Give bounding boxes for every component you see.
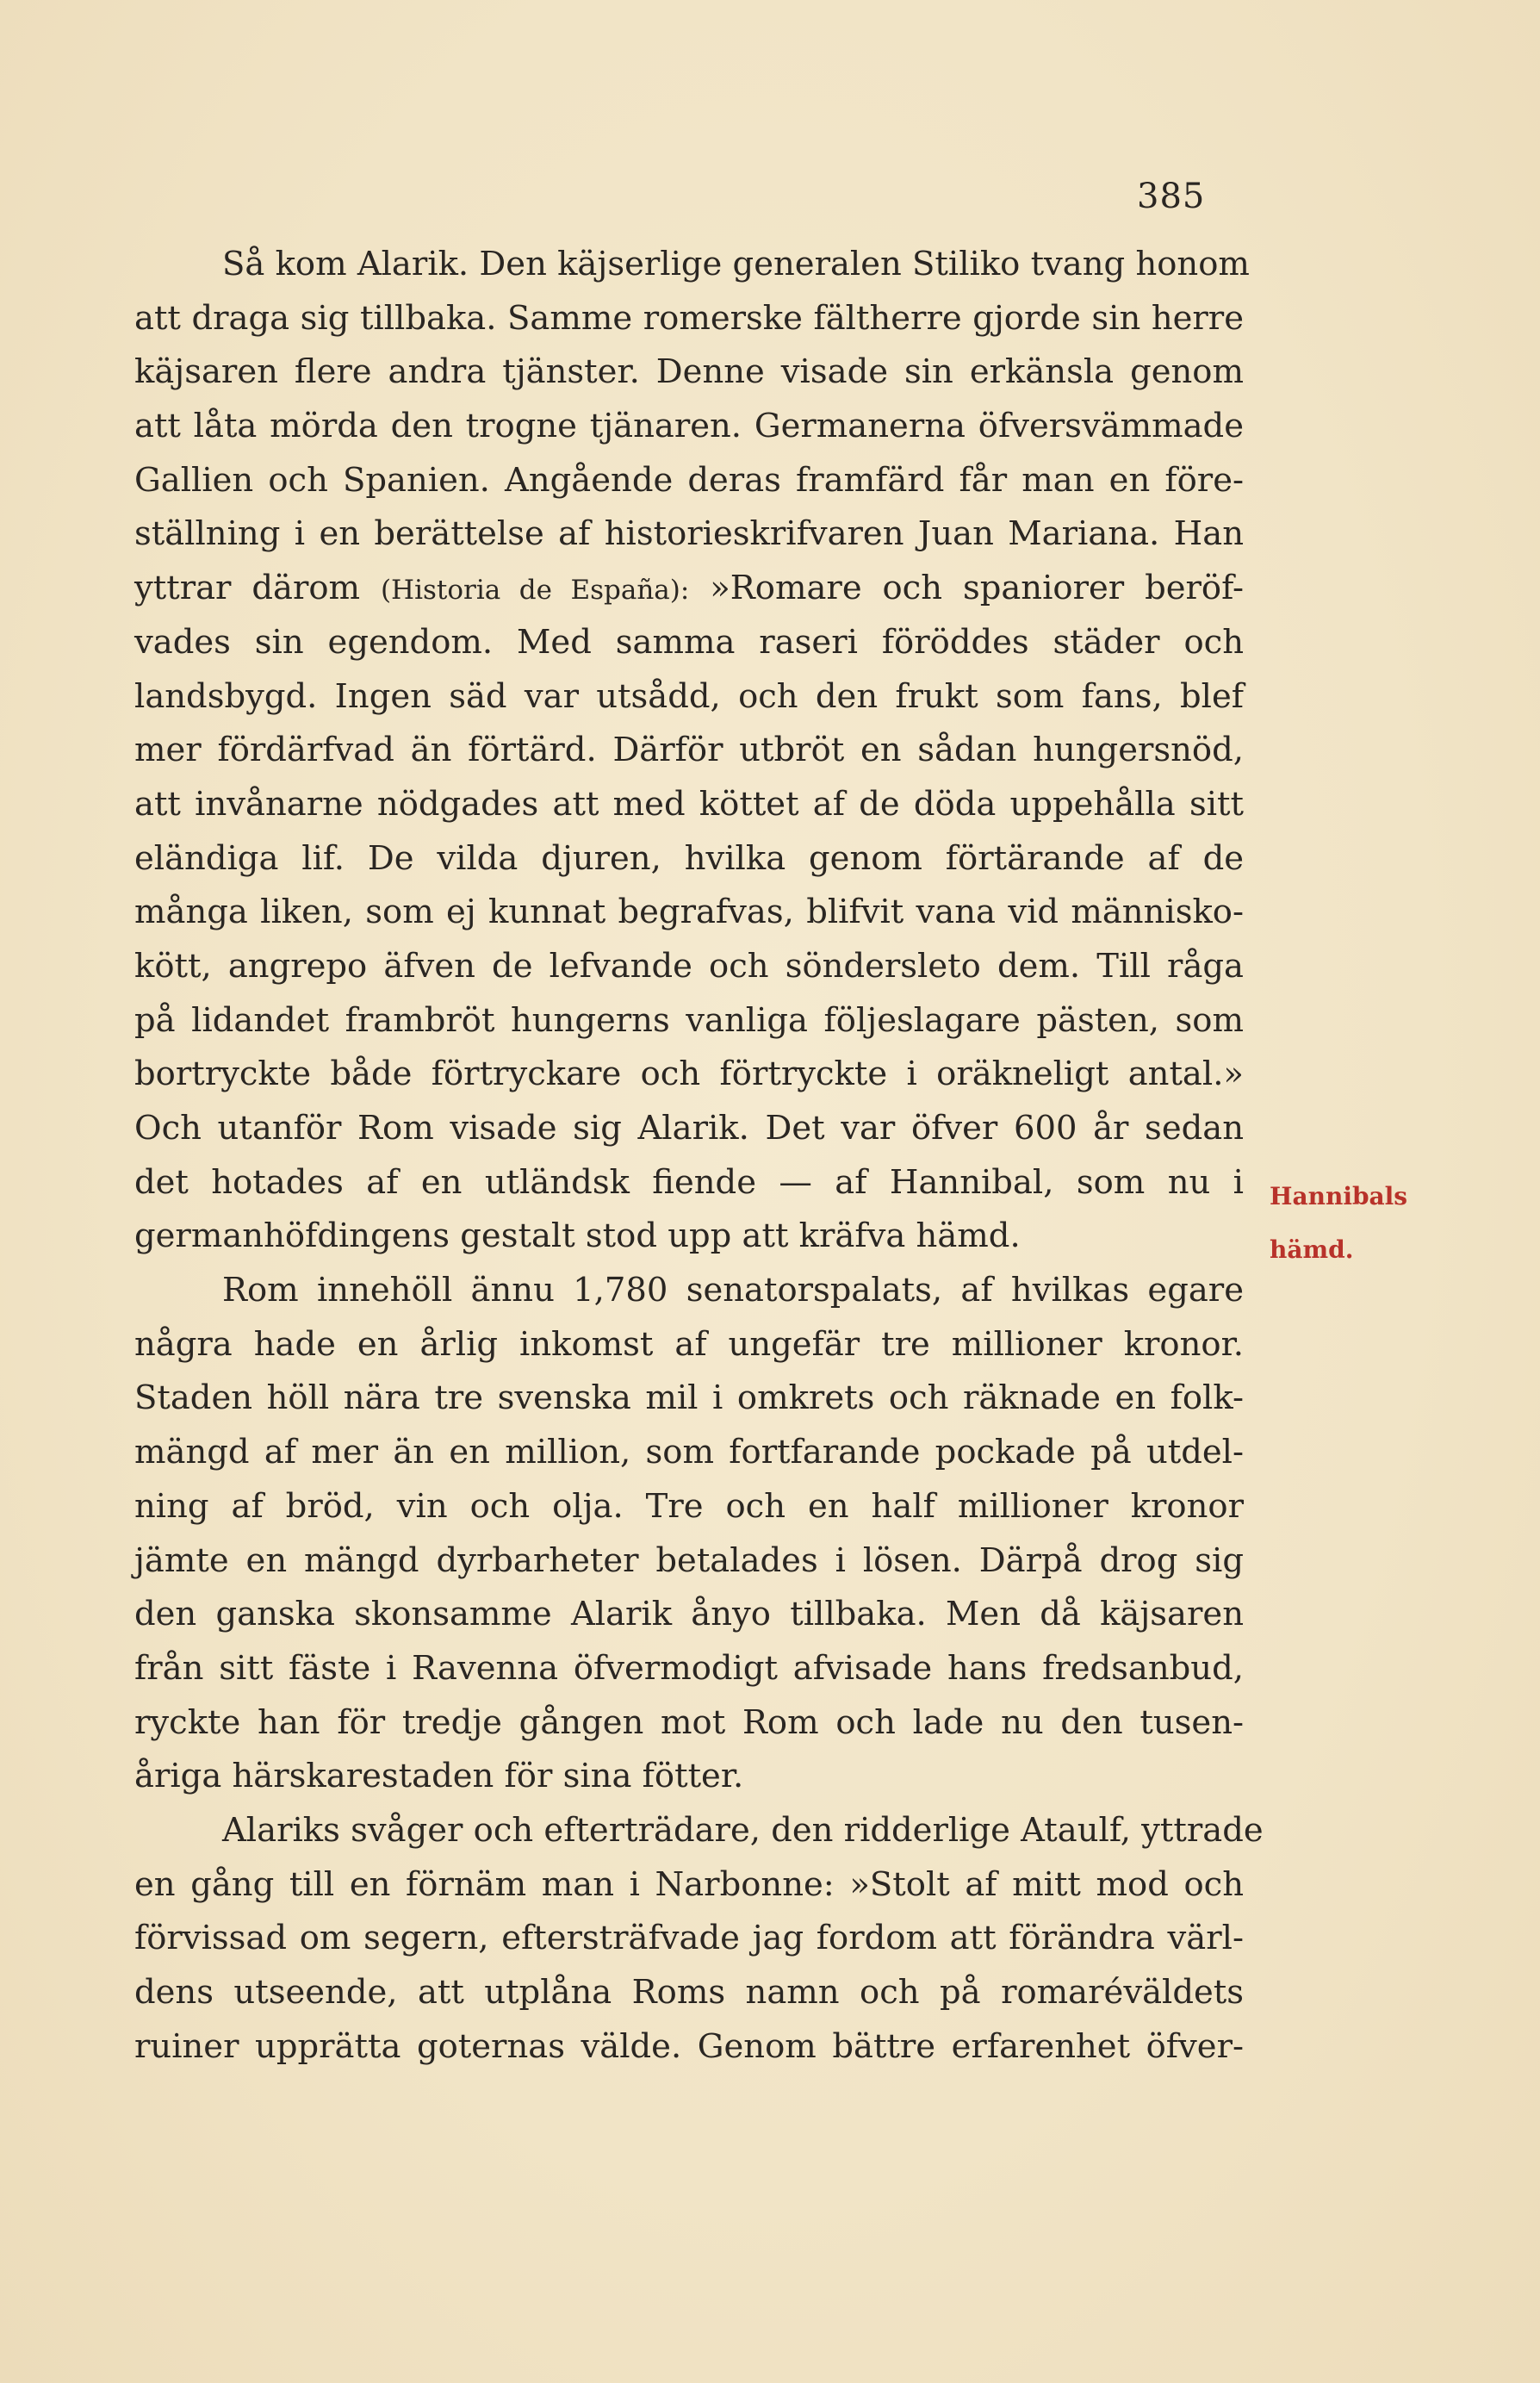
text-line: att invånarne nödgades att med köttet af de döda uppehålla sitt <box>134 784 1244 824</box>
text-line: Alariks svåger och efterträdare, den ridderlige Ataulf, yttrade <box>222 1810 1264 1850</box>
margin-note-line-2: hämd. <box>1270 1235 1354 1264</box>
text-line: Staden höll nära tre svenska mil i omkrets och räknade en folk- <box>134 1378 1244 1418</box>
text-line: en gång till en förnäm man i Narbonne: »Stolt af mitt mod och <box>134 1864 1244 1904</box>
citation-small-caps: (Historia de España): <box>380 575 690 607</box>
page-number: 385 <box>1137 177 1206 216</box>
margin-note-line-1: Hannibals <box>1270 1182 1408 1210</box>
text-line: landsbygd. Ingen säd var utsådd, och den frukt som fans, blef <box>134 676 1244 716</box>
text-line: eländiga lif. De vilda djuren, hvilka genom förtärande af de <box>134 838 1244 878</box>
text-line: att låta mörda den trogne tjänaren. Germanerna öfversvämmade <box>134 407 1244 446</box>
text-line: Och utanför Rom visade sig Alarik. Det var öfver 600 år sedan <box>134 1109 1244 1148</box>
text-segment: yttrar därom <box>134 569 381 608</box>
text-line: på lidandet frambröt hungerns vanliga följeslagare pästen, som <box>134 1000 1244 1040</box>
text-line: några hade en årlig inkomst af ungefär tre millioner kronor. <box>134 1324 1244 1364</box>
text-line: många liken, som ej kunnat begrafvas, blifvit vana vid människo- <box>134 893 1244 932</box>
text-line: den ganska skonsamme Alarik ånyo tillbaka. Men då käjsaren <box>134 1595 1244 1634</box>
margin-note <box>1270 1170 1528 1277</box>
text-line: ning af bröd, vin och olja. Tre och en half millioner kronor <box>134 1486 1244 1526</box>
text-line: Rom innehöll ännu 1,780 senatorspalats, af hvilkas egare <box>222 1271 1244 1310</box>
text-line: det hotades af en utländsk fiende — af Hannibal, som nu i <box>134 1162 1244 1202</box>
text-line: mängd af mer än en million, som fortfarande pockade på utdel- <box>134 1433 1244 1472</box>
text-segment: »Romare och spaniorer beröf- <box>689 569 1244 608</box>
text-line: ruiner upprätta goternas välde. Genom bättre erfarenhet öfver- <box>134 2026 1244 2066</box>
text-line: Så kom Alarik. Den käjserlige generalen Stiliko tvang honom <box>222 245 1250 283</box>
text-line: vades sin egendom. Med samma raseri föröddes städer och <box>134 622 1244 662</box>
text-line: ryckte han för tredje gången mot Rom och lade nu den tusen- <box>134 1702 1244 1742</box>
text-line: kött, angrepo äfven de lefvande och söndersleto dem. Till råga <box>134 946 1244 986</box>
text-line: jämte en mängd dyrbarheter betalades i lösen. Därpå drog sig <box>134 1540 1244 1580</box>
text-line: åriga härskarestaden för sina fötter. <box>134 1757 744 1796</box>
text-line: bortryckte både förtryckare och förtryckte i oräkneligt antal.» <box>134 1055 1244 1094</box>
text-line: Gallien och Spanien. Angående deras framfärd får man en före- <box>134 460 1244 500</box>
text-line: käjsaren flere andra tjänster. Denne visade sin erkänsla genom <box>134 352 1244 392</box>
text-line: ställning i en berättelse af historieskrifvaren Juan Mariana. Han <box>134 514 1244 554</box>
text-line: att draga sig tillbaka. Samme romerske fältherre gjorde sin herre <box>134 298 1244 338</box>
body-text <box>134 238 1264 2074</box>
text-line: från sitt fäste i Ravenna öfvermodigt afvisade hans fredsanbud, <box>134 1648 1244 1688</box>
text-line: dens utseende, att utplåna Roms namn och på romaréväldets <box>134 1973 1244 2012</box>
text-line <box>134 562 1244 616</box>
text-line: mer fördärfvad än förtärd. Därför utbröt en sådan hungersnöd, <box>134 731 1244 770</box>
text-line: förvissad om segern, eftersträfvade jag fordom att förändra värl- <box>134 1919 1244 1958</box>
text-line: germanhöfdingens gestalt stod upp att kräfva hämd. <box>134 1216 1021 1256</box>
